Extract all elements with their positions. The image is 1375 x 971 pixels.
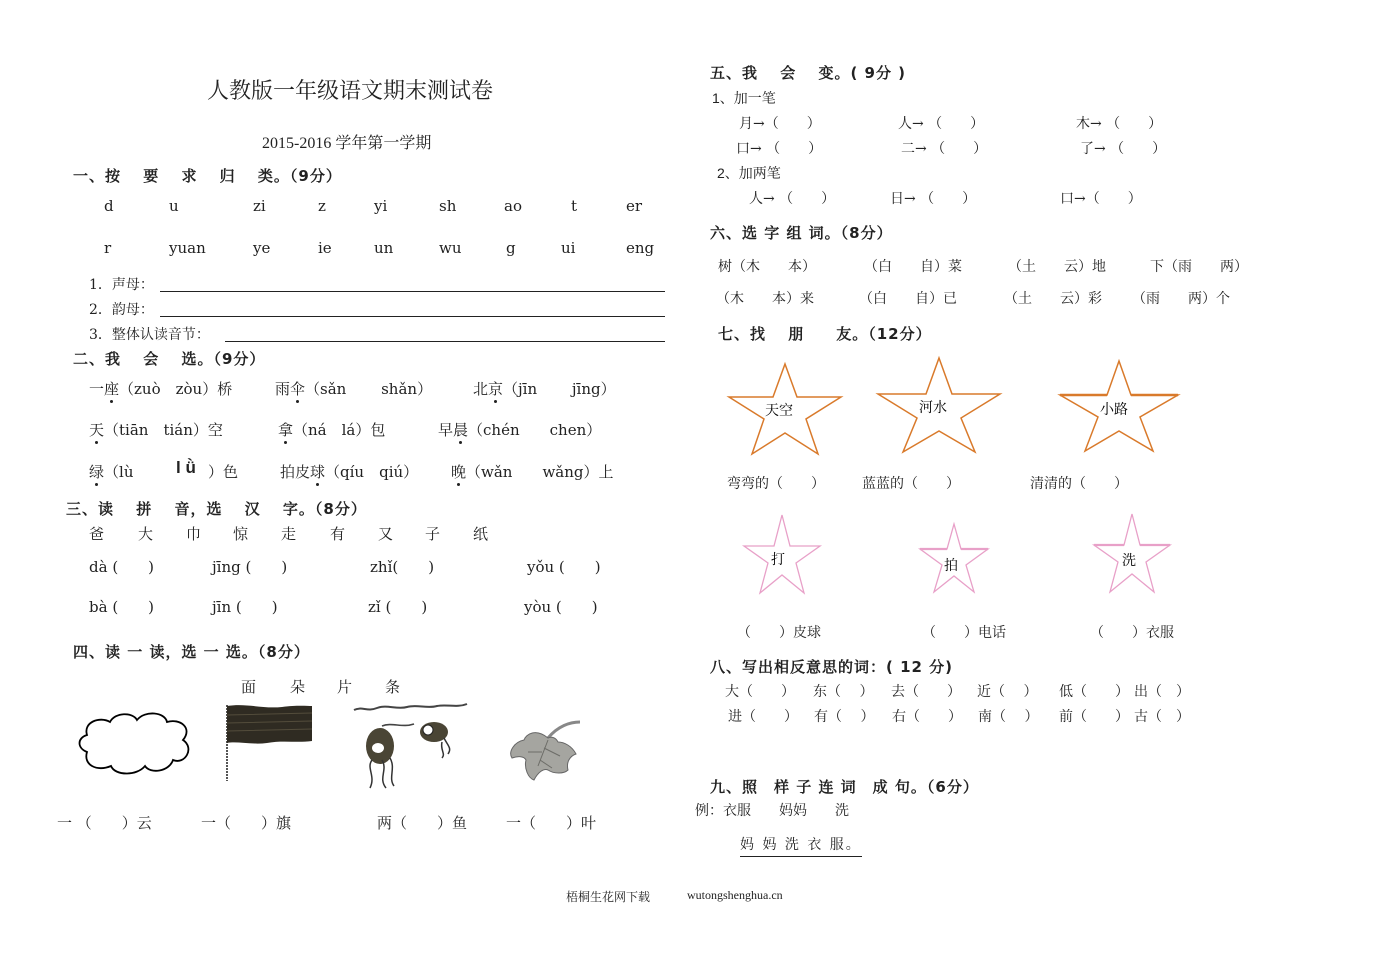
pinyin-item: eng	[626, 239, 655, 257]
pinyin-item: g	[506, 239, 516, 257]
antonym-blank[interactable]: 有（ ）	[814, 709, 875, 725]
word-choice[interactable]: （土 云）彩	[1004, 291, 1102, 307]
hanzi-option: 子	[425, 525, 441, 543]
hanzi-option: 走	[281, 525, 297, 543]
whole-syllables-answer-line[interactable]	[225, 341, 665, 342]
stroke-blank[interactable]: 木→ （ ）	[1076, 116, 1163, 132]
pinyin-item: ao	[504, 197, 522, 215]
hanzi-option: 有	[330, 525, 346, 543]
choice-item[interactable]: 拍皮球（qíu qiú）	[280, 463, 419, 481]
measure-blank-leaf[interactable]: 一（ ）叶	[506, 814, 597, 832]
initials-label: 1．声母：	[89, 277, 154, 293]
pinyin-blank[interactable]: jīng ( )	[212, 558, 288, 576]
antonym-blank[interactable]: 低（ ）	[1059, 684, 1129, 700]
antonym-blank[interactable]: 右（ ）	[892, 709, 962, 725]
pinyin-blank[interactable]: yòu ( )	[524, 598, 598, 616]
star-word[interactable]: 洗	[1122, 553, 1136, 569]
match-blank[interactable]: （ ）电话	[922, 625, 1006, 641]
example-sentence: 妈 妈 洗 衣 服。	[740, 834, 862, 857]
hanzi-option: 大	[138, 525, 154, 543]
hanzi-option: 巾	[186, 525, 202, 543]
section-2-heading: 二、我 会 选。（9分）	[73, 350, 266, 368]
word-choice[interactable]: 下（雨 两）	[1150, 259, 1248, 275]
measure-word: 面	[241, 678, 257, 696]
choice-item[interactable]: 一座（zuò zòu）桥	[89, 380, 233, 398]
word-choice[interactable]: （白 自）菜	[864, 259, 962, 275]
match-blank[interactable]: 蓝蓝的（ ）	[862, 476, 960, 492]
page-subtitle: 2015-2016 学年第一学期	[262, 135, 432, 152]
finals-label: 2．韵母：	[89, 302, 154, 318]
measure-word: 朵	[290, 678, 306, 696]
section-7-heading: 七、找 朋 友。（12分）	[718, 325, 932, 343]
match-blank[interactable]: （ ）皮球	[737, 625, 821, 641]
stroke-blank[interactable]: 了→ （ ）	[1080, 141, 1167, 157]
section-1-heading: 一、按 要 求 归 类。（9分）	[73, 167, 342, 185]
pinyin-blank[interactable]: yǒu ( )	[527, 558, 601, 576]
star-word[interactable]: 小路	[1100, 402, 1128, 418]
choice-item-bold-option[interactable]: l ǜ	[176, 458, 196, 477]
section-8-heading: 八、写出相反意思的词：( 12 分)	[710, 658, 954, 676]
pinyin-item: d	[104, 197, 114, 215]
antonym-blank[interactable]: 去（ ）	[891, 684, 961, 700]
star-word[interactable]: 打	[771, 552, 785, 568]
measure-word: 条	[385, 678, 401, 696]
footer-site-url[interactable]: wutongshenghua.cn	[687, 888, 783, 902]
match-blank[interactable]: （ ）衣服	[1090, 625, 1174, 641]
pinyin-item: un	[374, 239, 394, 257]
antonym-blank[interactable]: 出（ ）	[1134, 684, 1190, 700]
page-title: 人教版一年级语文期末测试卷	[207, 78, 494, 103]
pinyin-item: r	[104, 239, 112, 257]
pinyin-blank[interactable]: zhǐ( )	[370, 558, 435, 576]
hanzi-option: 又	[378, 525, 394, 543]
stroke-blank[interactable]: 日→ （ ）	[890, 191, 977, 207]
pinyin-blank[interactable]: zǐ ( )	[368, 598, 428, 616]
measure-blank-flag[interactable]: 一（ ）旗	[201, 814, 292, 832]
choice-item[interactable]: 天（tiān tián）空	[89, 421, 223, 439]
cloud-image	[75, 710, 200, 780]
section-3-heading: 三、读 拼 音，选 汉 字。（8分）	[66, 500, 367, 518]
initials-answer-line[interactable]	[160, 291, 665, 292]
choice-item[interactable]: 北京（jīn jīng）	[473, 380, 616, 398]
hanzi-option: 爸	[89, 525, 105, 543]
choice-item[interactable]: 雨伞（sǎn shǎn）	[275, 380, 433, 398]
fish-image	[352, 698, 470, 793]
leaf-image	[508, 716, 583, 782]
antonym-blank[interactable]: 大（ ）	[725, 684, 795, 700]
measure-blank-fish[interactable]: 两（ ）鱼	[377, 814, 468, 832]
pinyin-item: yuan	[169, 239, 206, 257]
footer-site-name: 梧桐生花网下载	[566, 890, 651, 904]
stroke-blank[interactable]: 口→ （ ）	[736, 141, 823, 157]
section-5-heading: 五、我 会 变。( 9分 )	[710, 64, 907, 82]
choice-item-suffix: ）色	[208, 463, 239, 481]
match-blank[interactable]: 清清的（ ）	[1030, 476, 1128, 492]
add-two-strokes-label: 2、加两笔	[717, 165, 781, 181]
pinyin-blank[interactable]: dà ( )	[89, 558, 155, 576]
section-9-heading: 九、照 样 子 连 词 成 句。（6分）	[710, 778, 979, 796]
finals-answer-line[interactable]	[160, 316, 665, 317]
pinyin-item: u	[169, 197, 179, 215]
hanzi-option: 纸	[473, 525, 489, 543]
word-choice[interactable]: （雨 两）个	[1132, 291, 1230, 307]
stroke-blank[interactable]: 人→ （ ）	[749, 191, 836, 207]
star-word[interactable]: 拍	[944, 558, 958, 574]
antonym-blank[interactable]: 前（ ）	[1059, 709, 1129, 725]
pinyin-item: sh	[439, 197, 457, 215]
choice-item[interactable]: 绿（lù	[89, 463, 134, 481]
section-4-heading: 四、读 一 读，选 一 选。（8分）	[73, 643, 310, 661]
star-word[interactable]: 天空	[765, 403, 793, 419]
pinyin-item: ui	[561, 239, 576, 257]
pinyin-item: t	[571, 197, 578, 215]
whole-syllables-label: 3．整体认读音节：	[89, 327, 210, 343]
star-word[interactable]: 河水	[919, 400, 947, 416]
pinyin-blank[interactable]: bà ( )	[89, 598, 155, 616]
measure-blank-cloud[interactable]: 一 （ ）云	[57, 814, 152, 832]
pinyin-item: ie	[318, 239, 332, 257]
antonym-blank[interactable]: 东（ ）	[813, 684, 874, 700]
pinyin-item: z	[318, 197, 326, 215]
antonym-blank[interactable]: 古（ ）	[1134, 709, 1190, 725]
word-choice[interactable]: （土 云）地	[1008, 259, 1106, 275]
pinyin-item: er	[626, 197, 643, 215]
pinyin-item: zi	[253, 197, 266, 215]
measure-word: 片	[337, 678, 353, 696]
choice-item[interactable]: 早晨（chén chen）	[438, 421, 602, 439]
antonym-blank[interactable]: 近（ ）	[977, 684, 1038, 700]
word-choice[interactable]: 树（木 本）	[718, 259, 816, 275]
stroke-blank[interactable]: 人→ （ ）	[898, 116, 985, 132]
pinyin-item: yi	[374, 197, 388, 215]
example-words: 例：衣服 妈妈 洗	[695, 803, 849, 819]
pinyin-item: wu	[439, 239, 462, 257]
word-choice[interactable]: （白 自）已	[859, 291, 957, 307]
choice-item[interactable]: 晚（wǎn wǎng）上	[451, 463, 614, 481]
add-one-stroke-label: 1、加一笔	[712, 90, 776, 106]
antonym-blank[interactable]: 南（ ）	[978, 709, 1039, 725]
antonym-blank[interactable]: 进（ ）	[728, 709, 798, 725]
stroke-blank[interactable]: 口→（ ）	[1060, 191, 1142, 207]
choice-item[interactable]: 拿（ná lá）包	[278, 421, 386, 439]
section-6-heading: 六、选 字 组 词。（8分）	[710, 224, 893, 242]
pinyin-blank[interactable]: jīn ( )	[212, 598, 278, 616]
word-choice[interactable]: （木 本）来	[716, 291, 814, 307]
stroke-blank[interactable]: 月→（ ）	[739, 116, 821, 132]
pinyin-item: ye	[253, 239, 271, 257]
hanzi-option: 惊	[233, 525, 249, 543]
flag-image	[222, 703, 317, 783]
stroke-blank[interactable]: 二→ （ ）	[901, 141, 988, 157]
match-blank[interactable]: 弯弯的（ ）	[727, 476, 825, 492]
